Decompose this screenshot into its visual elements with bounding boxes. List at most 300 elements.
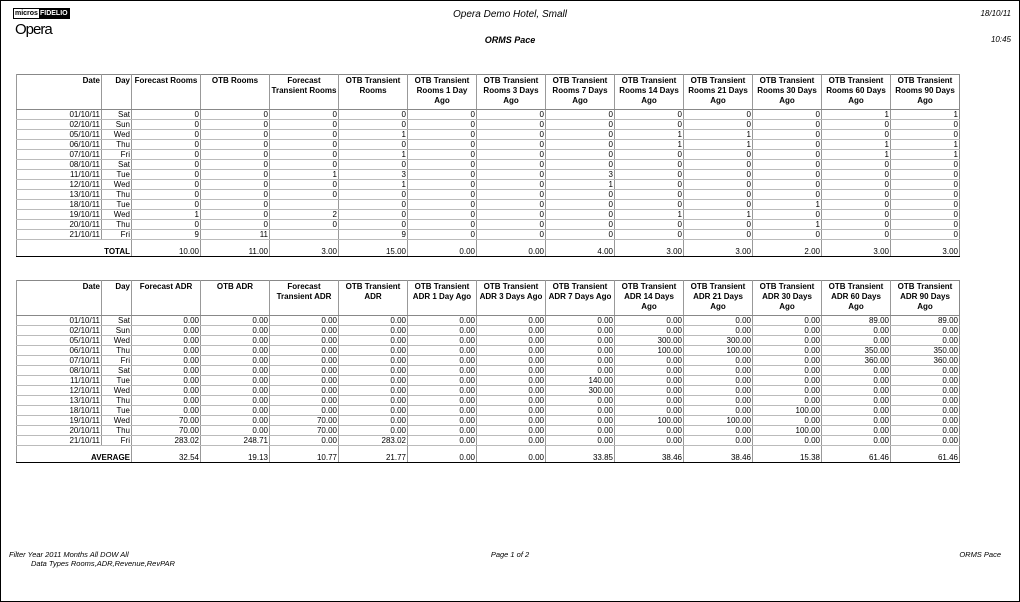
table-cell: 0.00 bbox=[615, 356, 684, 366]
table-cell: 0.00 bbox=[753, 356, 822, 366]
table-cell: 0 bbox=[891, 190, 960, 200]
table-cell: 0.00 bbox=[132, 336, 201, 346]
table-cell: 20/10/11 bbox=[17, 426, 102, 436]
table-cell: 300.00 bbox=[546, 386, 615, 396]
table-cell: 0 bbox=[477, 220, 546, 230]
table-cell: 0 bbox=[132, 160, 201, 170]
table-cell: 0.00 bbox=[615, 386, 684, 396]
table-cell: 0.00 bbox=[477, 336, 546, 346]
table-cell: 0.00 bbox=[546, 326, 615, 336]
column-header: OTB Transient ADR 30 Days Ago bbox=[753, 281, 822, 314]
table-cell: 0 bbox=[408, 220, 477, 230]
report-time: 10:45 bbox=[990, 35, 1011, 44]
table-cell: 0 bbox=[546, 120, 615, 130]
summary-cell: 4.00 bbox=[546, 240, 615, 257]
table-cell: 0 bbox=[201, 160, 270, 170]
column-header: Forecast Transient Rooms bbox=[270, 75, 339, 108]
column-header: OTB ADR bbox=[201, 281, 270, 314]
table-cell: 0 bbox=[615, 180, 684, 190]
column-header: OTB Transient ADR bbox=[339, 281, 408, 314]
table-cell: 0 bbox=[615, 160, 684, 170]
column-header: Forecast Rooms bbox=[132, 75, 201, 108]
table-cell: 0.00 bbox=[822, 376, 891, 386]
table-cell: 0.00 bbox=[684, 326, 753, 336]
table-cell: 0 bbox=[822, 220, 891, 230]
table-cell: 0 bbox=[822, 230, 891, 240]
table-cell: 1 bbox=[615, 140, 684, 150]
column-header: OTB Transient Rooms 90 Days Ago bbox=[891, 75, 960, 108]
table-cell: 0.00 bbox=[132, 316, 201, 326]
table-cell: 0.00 bbox=[270, 346, 339, 356]
table-cell: Tue bbox=[102, 170, 132, 180]
table-cell: Thu bbox=[102, 346, 132, 356]
table-cell: 0.00 bbox=[408, 336, 477, 346]
table-cell: 0.00 bbox=[201, 346, 270, 356]
table-cell: 0 bbox=[270, 190, 339, 200]
table-cell: 0 bbox=[201, 200, 270, 210]
summary-cell: 10.00 bbox=[132, 240, 201, 257]
table-cell: 0.00 bbox=[270, 366, 339, 376]
table-cell: 0.00 bbox=[408, 376, 477, 386]
table-cell: Fri bbox=[102, 436, 132, 446]
table-cell: 0 bbox=[822, 130, 891, 140]
table-cell: 0.00 bbox=[408, 396, 477, 406]
table-row bbox=[17, 386, 960, 396]
table-cell: 0.00 bbox=[339, 326, 408, 336]
summary-cell: 3.00 bbox=[891, 240, 960, 257]
table-cell: 0 bbox=[132, 180, 201, 190]
table-cell: 0 bbox=[684, 230, 753, 240]
table-cell: 0.00 bbox=[684, 356, 753, 366]
table-row bbox=[17, 316, 960, 326]
table-cell: 100.00 bbox=[615, 416, 684, 426]
table-cell: 0 bbox=[822, 160, 891, 170]
table-cell: 0.00 bbox=[891, 436, 960, 446]
table-cell bbox=[270, 200, 339, 210]
table-row bbox=[17, 200, 960, 210]
table-cell: 0.00 bbox=[408, 366, 477, 376]
table-cell: 0 bbox=[822, 170, 891, 180]
column-header: Date bbox=[17, 75, 102, 108]
table-cell: 100.00 bbox=[684, 346, 753, 356]
table-cell: 13/10/11 bbox=[17, 396, 102, 406]
column-header: OTB Transient ADR 14 Days Ago bbox=[615, 281, 684, 314]
table-cell: 0 bbox=[339, 190, 408, 200]
table-cell: 0.00 bbox=[822, 366, 891, 376]
table-cell: 0 bbox=[684, 190, 753, 200]
table-cell: 0 bbox=[891, 210, 960, 220]
table-cell: 21/10/11 bbox=[17, 230, 102, 240]
column-header: Forecast Transient ADR bbox=[270, 281, 339, 314]
table-cell: 0 bbox=[201, 120, 270, 130]
table-cell: 0.00 bbox=[615, 426, 684, 436]
table-cell: 06/10/11 bbox=[17, 140, 102, 150]
table-cell: 0 bbox=[408, 150, 477, 160]
table-cell: 1 bbox=[753, 200, 822, 210]
table-cell: 0.00 bbox=[270, 406, 339, 416]
table-row bbox=[17, 346, 960, 356]
table-cell: 0 bbox=[753, 170, 822, 180]
table-cell: 0.00 bbox=[477, 426, 546, 436]
table-cell: 0 bbox=[615, 200, 684, 210]
summary-cell: 38.46 bbox=[684, 446, 753, 463]
table-row bbox=[17, 160, 960, 170]
summary-label: TOTAL bbox=[17, 240, 132, 257]
table-cell: 0 bbox=[477, 120, 546, 130]
table-cell: 0.00 bbox=[684, 316, 753, 326]
table-cell: 0.00 bbox=[822, 426, 891, 436]
table-cell: 3 bbox=[339, 170, 408, 180]
table-cell: 0 bbox=[753, 160, 822, 170]
table-cell: 0 bbox=[339, 110, 408, 120]
header-row bbox=[17, 75, 960, 108]
table-cell: 300.00 bbox=[615, 336, 684, 346]
summary-cell: 33.85 bbox=[546, 446, 615, 463]
table-cell: 0 bbox=[891, 200, 960, 210]
table-cell: 0.00 bbox=[477, 356, 546, 366]
table-cell: 0 bbox=[546, 200, 615, 210]
table-cell: 0 bbox=[822, 200, 891, 210]
table-cell: 0 bbox=[339, 220, 408, 230]
table-cell: 0.00 bbox=[270, 356, 339, 366]
table-cell: 0.00 bbox=[201, 326, 270, 336]
table-cell: 0 bbox=[408, 200, 477, 210]
table-cell: 0.00 bbox=[477, 396, 546, 406]
table-cell: 0 bbox=[546, 210, 615, 220]
page-number: Page 1 of 2 bbox=[490, 550, 530, 559]
table-cell: Wed bbox=[102, 386, 132, 396]
table-cell: 0 bbox=[753, 110, 822, 120]
column-header: OTB Transient Rooms 30 Days Ago bbox=[753, 75, 822, 108]
table-cell: Thu bbox=[102, 426, 132, 436]
table-row bbox=[17, 110, 960, 120]
summary-cell: 21.77 bbox=[339, 446, 408, 463]
table-cell: 0 bbox=[891, 230, 960, 240]
table-row bbox=[17, 366, 960, 376]
footer-report-name: ORMS Pace bbox=[959, 550, 1001, 559]
table-cell: 0.00 bbox=[891, 416, 960, 426]
table-cell: 0 bbox=[546, 220, 615, 230]
table-cell: 0 bbox=[477, 130, 546, 140]
summary-cell: 15.00 bbox=[339, 240, 408, 257]
table-cell: 0 bbox=[891, 170, 960, 180]
table-cell: 283.02 bbox=[339, 436, 408, 446]
table-cell: 0.00 bbox=[891, 426, 960, 436]
table-cell: 01/10/11 bbox=[17, 110, 102, 120]
table-cell: 1 bbox=[891, 110, 960, 120]
table-cell: 0.00 bbox=[201, 356, 270, 366]
table-cell: Thu bbox=[102, 220, 132, 230]
table-cell: 0 bbox=[684, 160, 753, 170]
table-cell: 0 bbox=[201, 190, 270, 200]
table-cell: 0.00 bbox=[546, 336, 615, 346]
table-cell: 0.00 bbox=[201, 396, 270, 406]
column-header: OTB Transient ADR 21 Days Ago bbox=[684, 281, 753, 314]
table-cell: 0 bbox=[753, 190, 822, 200]
table-cell: 0.00 bbox=[339, 416, 408, 426]
table-cell: 0 bbox=[201, 130, 270, 140]
table-cell: 0 bbox=[477, 180, 546, 190]
table-cell: 0 bbox=[132, 190, 201, 200]
table-cell: 0.00 bbox=[201, 386, 270, 396]
report-title: ORMS Pace bbox=[484, 35, 536, 45]
table-cell: 0.00 bbox=[684, 376, 753, 386]
table-cell: Sat bbox=[102, 160, 132, 170]
table-cell: 70.00 bbox=[132, 426, 201, 436]
table-cell: 300.00 bbox=[684, 336, 753, 346]
table-cell: 0.00 bbox=[270, 396, 339, 406]
table-cell: 70.00 bbox=[270, 426, 339, 436]
table-cell: 0.00 bbox=[201, 366, 270, 376]
table-cell: 0.00 bbox=[270, 436, 339, 446]
table-cell: 0 bbox=[201, 170, 270, 180]
column-header: Day bbox=[102, 75, 132, 108]
summary-label: AVERAGE bbox=[17, 446, 132, 463]
table-cell: 1 bbox=[822, 110, 891, 120]
table-cell: 0.00 bbox=[891, 366, 960, 376]
table-cell: 89.00 bbox=[822, 316, 891, 326]
table-cell: 0 bbox=[270, 180, 339, 190]
summary-row bbox=[17, 446, 960, 463]
table-cell: 13/10/11 bbox=[17, 190, 102, 200]
table-cell: 11 bbox=[201, 230, 270, 240]
table-cell: 0.00 bbox=[753, 386, 822, 396]
table-cell: 0 bbox=[753, 180, 822, 190]
table-cell: 0 bbox=[753, 150, 822, 160]
column-header: OTB Transient Rooms 1 Day Ago bbox=[408, 75, 477, 108]
table-cell: 70.00 bbox=[132, 416, 201, 426]
table-cell: 0 bbox=[615, 230, 684, 240]
table-cell: 0 bbox=[753, 140, 822, 150]
table-cell: 0.00 bbox=[891, 376, 960, 386]
column-header: Day bbox=[102, 281, 132, 314]
table-cell: Wed bbox=[102, 130, 132, 140]
table-cell: 0 bbox=[132, 140, 201, 150]
column-header: OTB Transient Rooms 21 Days Ago bbox=[684, 75, 753, 108]
table-cell: 0 bbox=[684, 110, 753, 120]
table-cell: 0 bbox=[546, 230, 615, 240]
rooms-table bbox=[16, 74, 960, 257]
table-cell: 0.00 bbox=[477, 326, 546, 336]
table-cell: 0.00 bbox=[546, 396, 615, 406]
table-cell: 0.00 bbox=[270, 386, 339, 396]
table-cell: 0 bbox=[408, 210, 477, 220]
table-cell: 0 bbox=[753, 210, 822, 220]
table-cell: 0 bbox=[132, 130, 201, 140]
table-cell: 0.00 bbox=[408, 436, 477, 446]
table-cell: 0 bbox=[684, 180, 753, 190]
table-cell: 0 bbox=[339, 120, 408, 130]
summary-cell: 61.46 bbox=[891, 446, 960, 463]
table-cell: 0.00 bbox=[408, 406, 477, 416]
table-cell: 0.00 bbox=[753, 326, 822, 336]
table-cell: 0 bbox=[132, 110, 201, 120]
table-row bbox=[17, 130, 960, 140]
table-cell: 0.00 bbox=[753, 336, 822, 346]
table-cell: 0.00 bbox=[408, 356, 477, 366]
table-cell: 0.00 bbox=[891, 386, 960, 396]
table-cell: 0.00 bbox=[477, 316, 546, 326]
table-cell: Sun bbox=[102, 326, 132, 336]
table-cell: 12/10/11 bbox=[17, 180, 102, 190]
table-cell: 1 bbox=[339, 150, 408, 160]
table-cell: 0.00 bbox=[132, 346, 201, 356]
table-row bbox=[17, 190, 960, 200]
table-cell: 0 bbox=[615, 120, 684, 130]
table-cell: Tue bbox=[102, 406, 132, 416]
summary-cell: 0.00 bbox=[408, 240, 477, 257]
table-cell: 1 bbox=[822, 140, 891, 150]
table-cell: 0 bbox=[546, 140, 615, 150]
summary-row bbox=[17, 240, 960, 257]
table-cell: 0.00 bbox=[822, 396, 891, 406]
hotel-name: Opera Demo Hotel, Small bbox=[453, 9, 567, 20]
footer-data-types: Data Types Rooms,ADR,Revenue,RevPAR bbox=[31, 559, 175, 568]
column-header: Forecast ADR bbox=[132, 281, 201, 314]
table-cell: 0.00 bbox=[615, 396, 684, 406]
table-cell: 2 bbox=[270, 210, 339, 220]
table-cell: 0 bbox=[546, 150, 615, 160]
table-cell: 05/10/11 bbox=[17, 336, 102, 346]
table-cell: 0 bbox=[408, 110, 477, 120]
table-cell: 0.00 bbox=[822, 436, 891, 446]
table-cell: 0.00 bbox=[822, 416, 891, 426]
table-cell: 100.00 bbox=[753, 426, 822, 436]
table-cell: 0.00 bbox=[753, 376, 822, 386]
table-cell: 0.00 bbox=[477, 416, 546, 426]
table-cell: 0 bbox=[270, 220, 339, 230]
table-cell: 0.00 bbox=[477, 406, 546, 416]
table-cell: 0.00 bbox=[615, 376, 684, 386]
table-cell: 0.00 bbox=[270, 336, 339, 346]
table-cell: 08/10/11 bbox=[17, 366, 102, 376]
table-cell: 0 bbox=[270, 130, 339, 140]
table-cell: 0.00 bbox=[615, 316, 684, 326]
table-cell: 0.00 bbox=[339, 316, 408, 326]
table-cell: 1 bbox=[891, 150, 960, 160]
table-cell: 0.00 bbox=[201, 376, 270, 386]
table-cell: 0 bbox=[201, 110, 270, 120]
table-cell: 0.00 bbox=[684, 366, 753, 376]
table-cell: 0 bbox=[132, 220, 201, 230]
table-cell: 283.02 bbox=[132, 436, 201, 446]
table-cell: 02/10/11 bbox=[17, 120, 102, 130]
table-cell: 0.00 bbox=[822, 386, 891, 396]
table-cell: 0 bbox=[891, 130, 960, 140]
table-cell: 0 bbox=[615, 150, 684, 160]
column-header: Date bbox=[17, 281, 102, 314]
table-cell: 0 bbox=[546, 130, 615, 140]
table-cell: 0.00 bbox=[339, 346, 408, 356]
table-cell: 0 bbox=[753, 230, 822, 240]
summary-cell: 10.77 bbox=[270, 446, 339, 463]
table-cell: 0 bbox=[201, 180, 270, 190]
table-cell: 0.00 bbox=[132, 356, 201, 366]
table-row bbox=[17, 326, 960, 336]
table-cell: 0 bbox=[891, 180, 960, 190]
table-cell: 0.00 bbox=[339, 366, 408, 376]
table-cell: 0.00 bbox=[684, 386, 753, 396]
table-cell: 0 bbox=[615, 190, 684, 200]
column-header: OTB Transient Rooms 60 Days Ago bbox=[822, 75, 891, 108]
table-cell: 89.00 bbox=[891, 316, 960, 326]
table-cell: 0.00 bbox=[546, 416, 615, 426]
summary-cell: 19.13 bbox=[201, 446, 270, 463]
table-cell: 0 bbox=[546, 190, 615, 200]
table-cell: 0.00 bbox=[822, 406, 891, 416]
table-cell: 0.00 bbox=[201, 336, 270, 346]
table-cell: 0.00 bbox=[477, 436, 546, 446]
table-cell: 06/10/11 bbox=[17, 346, 102, 356]
table-row bbox=[17, 376, 960, 386]
table-row bbox=[17, 230, 960, 240]
table-cell: 0 bbox=[477, 230, 546, 240]
table-cell: 140.00 bbox=[546, 376, 615, 386]
table-cell: 0.00 bbox=[822, 336, 891, 346]
table-cell: 0.00 bbox=[615, 436, 684, 446]
summary-cell: 3.00 bbox=[615, 240, 684, 257]
table-row bbox=[17, 120, 960, 130]
header-row bbox=[17, 281, 960, 314]
table-cell: 0 bbox=[615, 220, 684, 230]
table-cell: 100.00 bbox=[753, 406, 822, 416]
table-cell: 1 bbox=[615, 210, 684, 220]
table-cell: 0.00 bbox=[753, 316, 822, 326]
summary-cell: 11.00 bbox=[201, 240, 270, 257]
table-cell: 350.00 bbox=[822, 346, 891, 356]
table-cell: 1 bbox=[684, 210, 753, 220]
table-cell: 0 bbox=[408, 190, 477, 200]
table-cell: 0.00 bbox=[132, 366, 201, 376]
table-cell: 0 bbox=[477, 210, 546, 220]
table-cell: 0.00 bbox=[477, 346, 546, 356]
table-cell: 0.00 bbox=[408, 316, 477, 326]
table-cell: Fri bbox=[102, 150, 132, 160]
table-row bbox=[17, 170, 960, 180]
column-header: OTB Transient ADR 3 Days Ago bbox=[477, 281, 546, 314]
table-cell: 0 bbox=[891, 120, 960, 130]
column-header: OTB Transient ADR 60 Days Ago bbox=[822, 281, 891, 314]
table-cell: Wed bbox=[102, 416, 132, 426]
table-cell: 0 bbox=[339, 210, 408, 220]
table-cell: 0.00 bbox=[477, 366, 546, 376]
table-cell: 9 bbox=[339, 230, 408, 240]
table-row bbox=[17, 210, 960, 220]
table-cell: 0.00 bbox=[753, 346, 822, 356]
table-cell: 0.00 bbox=[339, 336, 408, 346]
table-cell: 0.00 bbox=[753, 396, 822, 406]
table-cell: Wed bbox=[102, 180, 132, 190]
column-header: OTB Transient Rooms bbox=[339, 75, 408, 108]
table-cell: 0 bbox=[753, 130, 822, 140]
summary-cell: 3.00 bbox=[822, 240, 891, 257]
table-cell: 0.00 bbox=[615, 366, 684, 376]
table-cell: 0 bbox=[408, 130, 477, 140]
table-cell: Tue bbox=[102, 200, 132, 210]
table-cell: 02/10/11 bbox=[17, 326, 102, 336]
table-cell: 01/10/11 bbox=[17, 316, 102, 326]
table-cell: 0.00 bbox=[408, 426, 477, 436]
table-cell: 0.00 bbox=[546, 436, 615, 446]
table-cell: 0 bbox=[615, 110, 684, 120]
column-header: OTB Transient Rooms 7 Days Ago bbox=[546, 75, 615, 108]
table-cell: 0 bbox=[546, 110, 615, 120]
summary-cell: 15.38 bbox=[753, 446, 822, 463]
table-cell: 1 bbox=[753, 220, 822, 230]
table-cell: 0 bbox=[684, 170, 753, 180]
table-cell: Sun bbox=[102, 120, 132, 130]
table-row bbox=[17, 396, 960, 406]
